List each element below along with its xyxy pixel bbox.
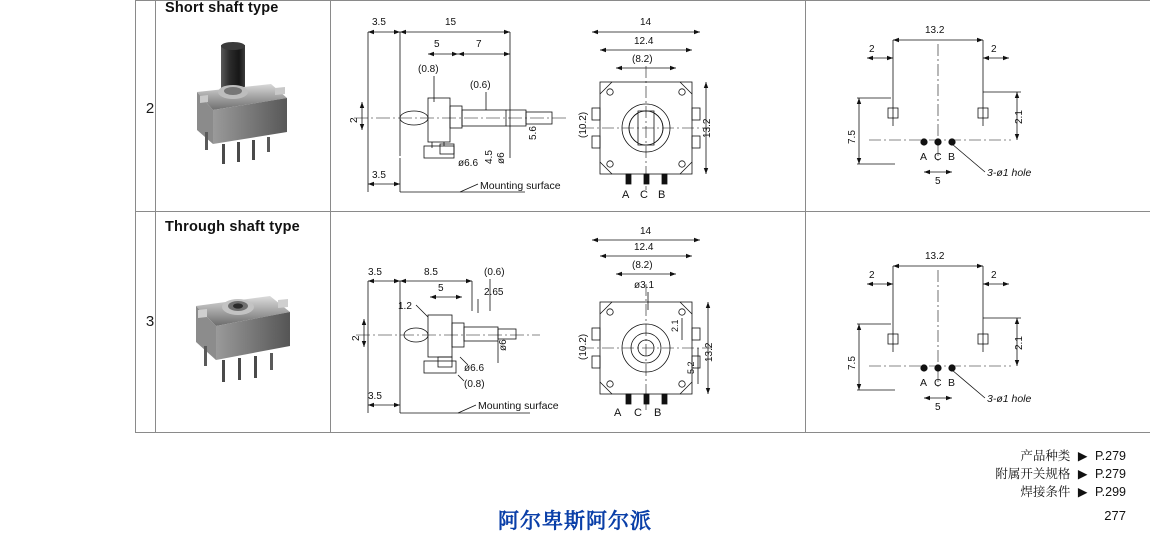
table-top-border	[135, 0, 1150, 1]
footer-link-2-page: P.279	[1094, 467, 1126, 481]
svg-text:2.1: 2.1	[1014, 336, 1025, 350]
svg-text:3.5: 3.5	[368, 267, 382, 278]
svg-text:C: C	[634, 407, 642, 419]
svg-text:A: A	[920, 151, 928, 163]
footer-link-3-page: P.299	[1094, 485, 1126, 499]
svg-text:Mounting surface: Mounting surface	[478, 400, 559, 412]
column-divider-3	[805, 0, 806, 432]
footer-link-3-label: 焊接条件	[1020, 484, 1071, 499]
svg-text:12.4: 12.4	[634, 242, 654, 253]
svg-text:ø6.6: ø6.6	[464, 363, 485, 374]
footer-link-3[interactable]	[995, 483, 1126, 501]
column-divider-1	[155, 0, 156, 432]
arrow-right-icon: ▶	[1077, 485, 1088, 499]
svg-text:B: B	[658, 189, 666, 201]
brand-name: 阿尔卑斯阿尔派	[498, 509, 652, 533]
svg-text:5: 5	[434, 39, 440, 50]
svg-text:5: 5	[935, 176, 941, 187]
svg-text:12.4: 12.4	[634, 36, 654, 47]
page-number: 277	[1104, 508, 1126, 523]
svg-text:ø6.6: ø6.6	[458, 158, 479, 169]
svg-text:8.5: 8.5	[424, 267, 438, 278]
svg-text:13.2: 13.2	[925, 25, 945, 36]
footer-link-1[interactable]	[995, 447, 1126, 465]
svg-text:B: B	[654, 407, 662, 419]
svg-text:2.1: 2.1	[1014, 110, 1025, 124]
svg-text:13.2: 13.2	[702, 118, 713, 138]
svg-text:ø6: ø6	[496, 152, 507, 164]
table-left-border	[135, 0, 136, 432]
svg-text:Mounting surface: Mounting surface	[480, 180, 561, 192]
svg-text:3.5: 3.5	[368, 391, 382, 402]
footer-link-1-page: P.279	[1094, 449, 1126, 463]
row-title-through-shaft: Through shaft type	[165, 219, 300, 235]
svg-text:(8.2): (8.2)	[632, 54, 653, 65]
svg-text:3.5: 3.5	[372, 170, 386, 181]
svg-text:3-ø1 hole: 3-ø1 hole	[987, 393, 1032, 405]
product-photo-short-shaft	[175, 40, 305, 170]
svg-text:2.65: 2.65	[484, 287, 504, 298]
svg-text:A: A	[920, 377, 928, 389]
arrow-right-icon: ▶	[1077, 449, 1088, 463]
svg-text:1.2: 1.2	[398, 301, 412, 312]
svg-text:7.5: 7.5	[847, 130, 858, 144]
svg-text:3.5: 3.5	[372, 17, 386, 28]
svg-text:ø6: ø6	[498, 339, 509, 351]
footer-link-2-label: 附属开关规格	[995, 466, 1071, 481]
svg-text:5: 5	[438, 283, 444, 294]
svg-text:2: 2	[869, 44, 875, 55]
svg-text:5: 5	[935, 402, 941, 413]
row-number-3: 3	[145, 313, 155, 330]
svg-text:2: 2	[351, 335, 362, 341]
svg-text:2: 2	[991, 44, 997, 55]
svg-text:(10.2): (10.2)	[578, 111, 589, 138]
svg-text:5.6: 5.6	[528, 126, 539, 140]
svg-text:7: 7	[476, 39, 482, 50]
footer-link-2[interactable]	[995, 465, 1126, 483]
drawing-pcb-layout-short-shaft	[835, 14, 1125, 194]
svg-text:B: B	[948, 377, 956, 389]
svg-text:(10.2): (10.2)	[578, 333, 589, 360]
svg-text:(0.8): (0.8)	[418, 64, 439, 75]
svg-text:3-ø1 hole: 3-ø1 hole	[987, 167, 1032, 179]
svg-text:A: A	[622, 189, 630, 201]
svg-text:2: 2	[869, 270, 875, 281]
row-number-2: 2	[145, 100, 155, 117]
svg-text:A: A	[614, 407, 622, 419]
drawing-front-view-through-shaft	[560, 222, 795, 418]
table-divider-row2-row3	[135, 211, 1150, 212]
svg-text:2.1: 2.1	[670, 319, 680, 332]
footer-link-1-label: 产品种类	[1020, 448, 1071, 463]
svg-text:5.2: 5.2	[686, 361, 696, 374]
svg-text:14: 14	[640, 17, 652, 28]
svg-text:(0.8): (0.8)	[464, 379, 485, 390]
drawing-front-view-short-shaft	[560, 10, 795, 200]
svg-text:13.2: 13.2	[704, 342, 715, 362]
svg-text:2: 2	[349, 117, 360, 123]
svg-text:4.5: 4.5	[484, 150, 495, 164]
svg-text:14: 14	[640, 226, 652, 237]
svg-text:13.2: 13.2	[925, 251, 945, 262]
drawing-pcb-layout-through-shaft	[835, 240, 1125, 420]
svg-text:C: C	[934, 377, 942, 389]
column-divider-2	[330, 0, 331, 432]
svg-text:(0.6): (0.6)	[470, 80, 491, 91]
svg-text:C: C	[640, 189, 648, 201]
svg-text:ø3.1: ø3.1	[634, 280, 655, 291]
row-title-short-shaft: Short shaft type	[165, 0, 279, 16]
table-bottom-border	[135, 432, 1150, 433]
svg-text:(0.6): (0.6)	[484, 267, 505, 278]
arrow-right-icon: ▶	[1077, 467, 1088, 481]
svg-text:(8.2): (8.2)	[632, 260, 653, 271]
svg-text:2: 2	[991, 270, 997, 281]
svg-text:B: B	[948, 151, 956, 163]
svg-text:7.5: 7.5	[847, 356, 858, 370]
product-photo-through-shaft	[178, 272, 308, 392]
footer-reference-links	[995, 447, 1126, 501]
svg-text:15: 15	[445, 17, 457, 28]
svg-text:C: C	[934, 151, 942, 163]
